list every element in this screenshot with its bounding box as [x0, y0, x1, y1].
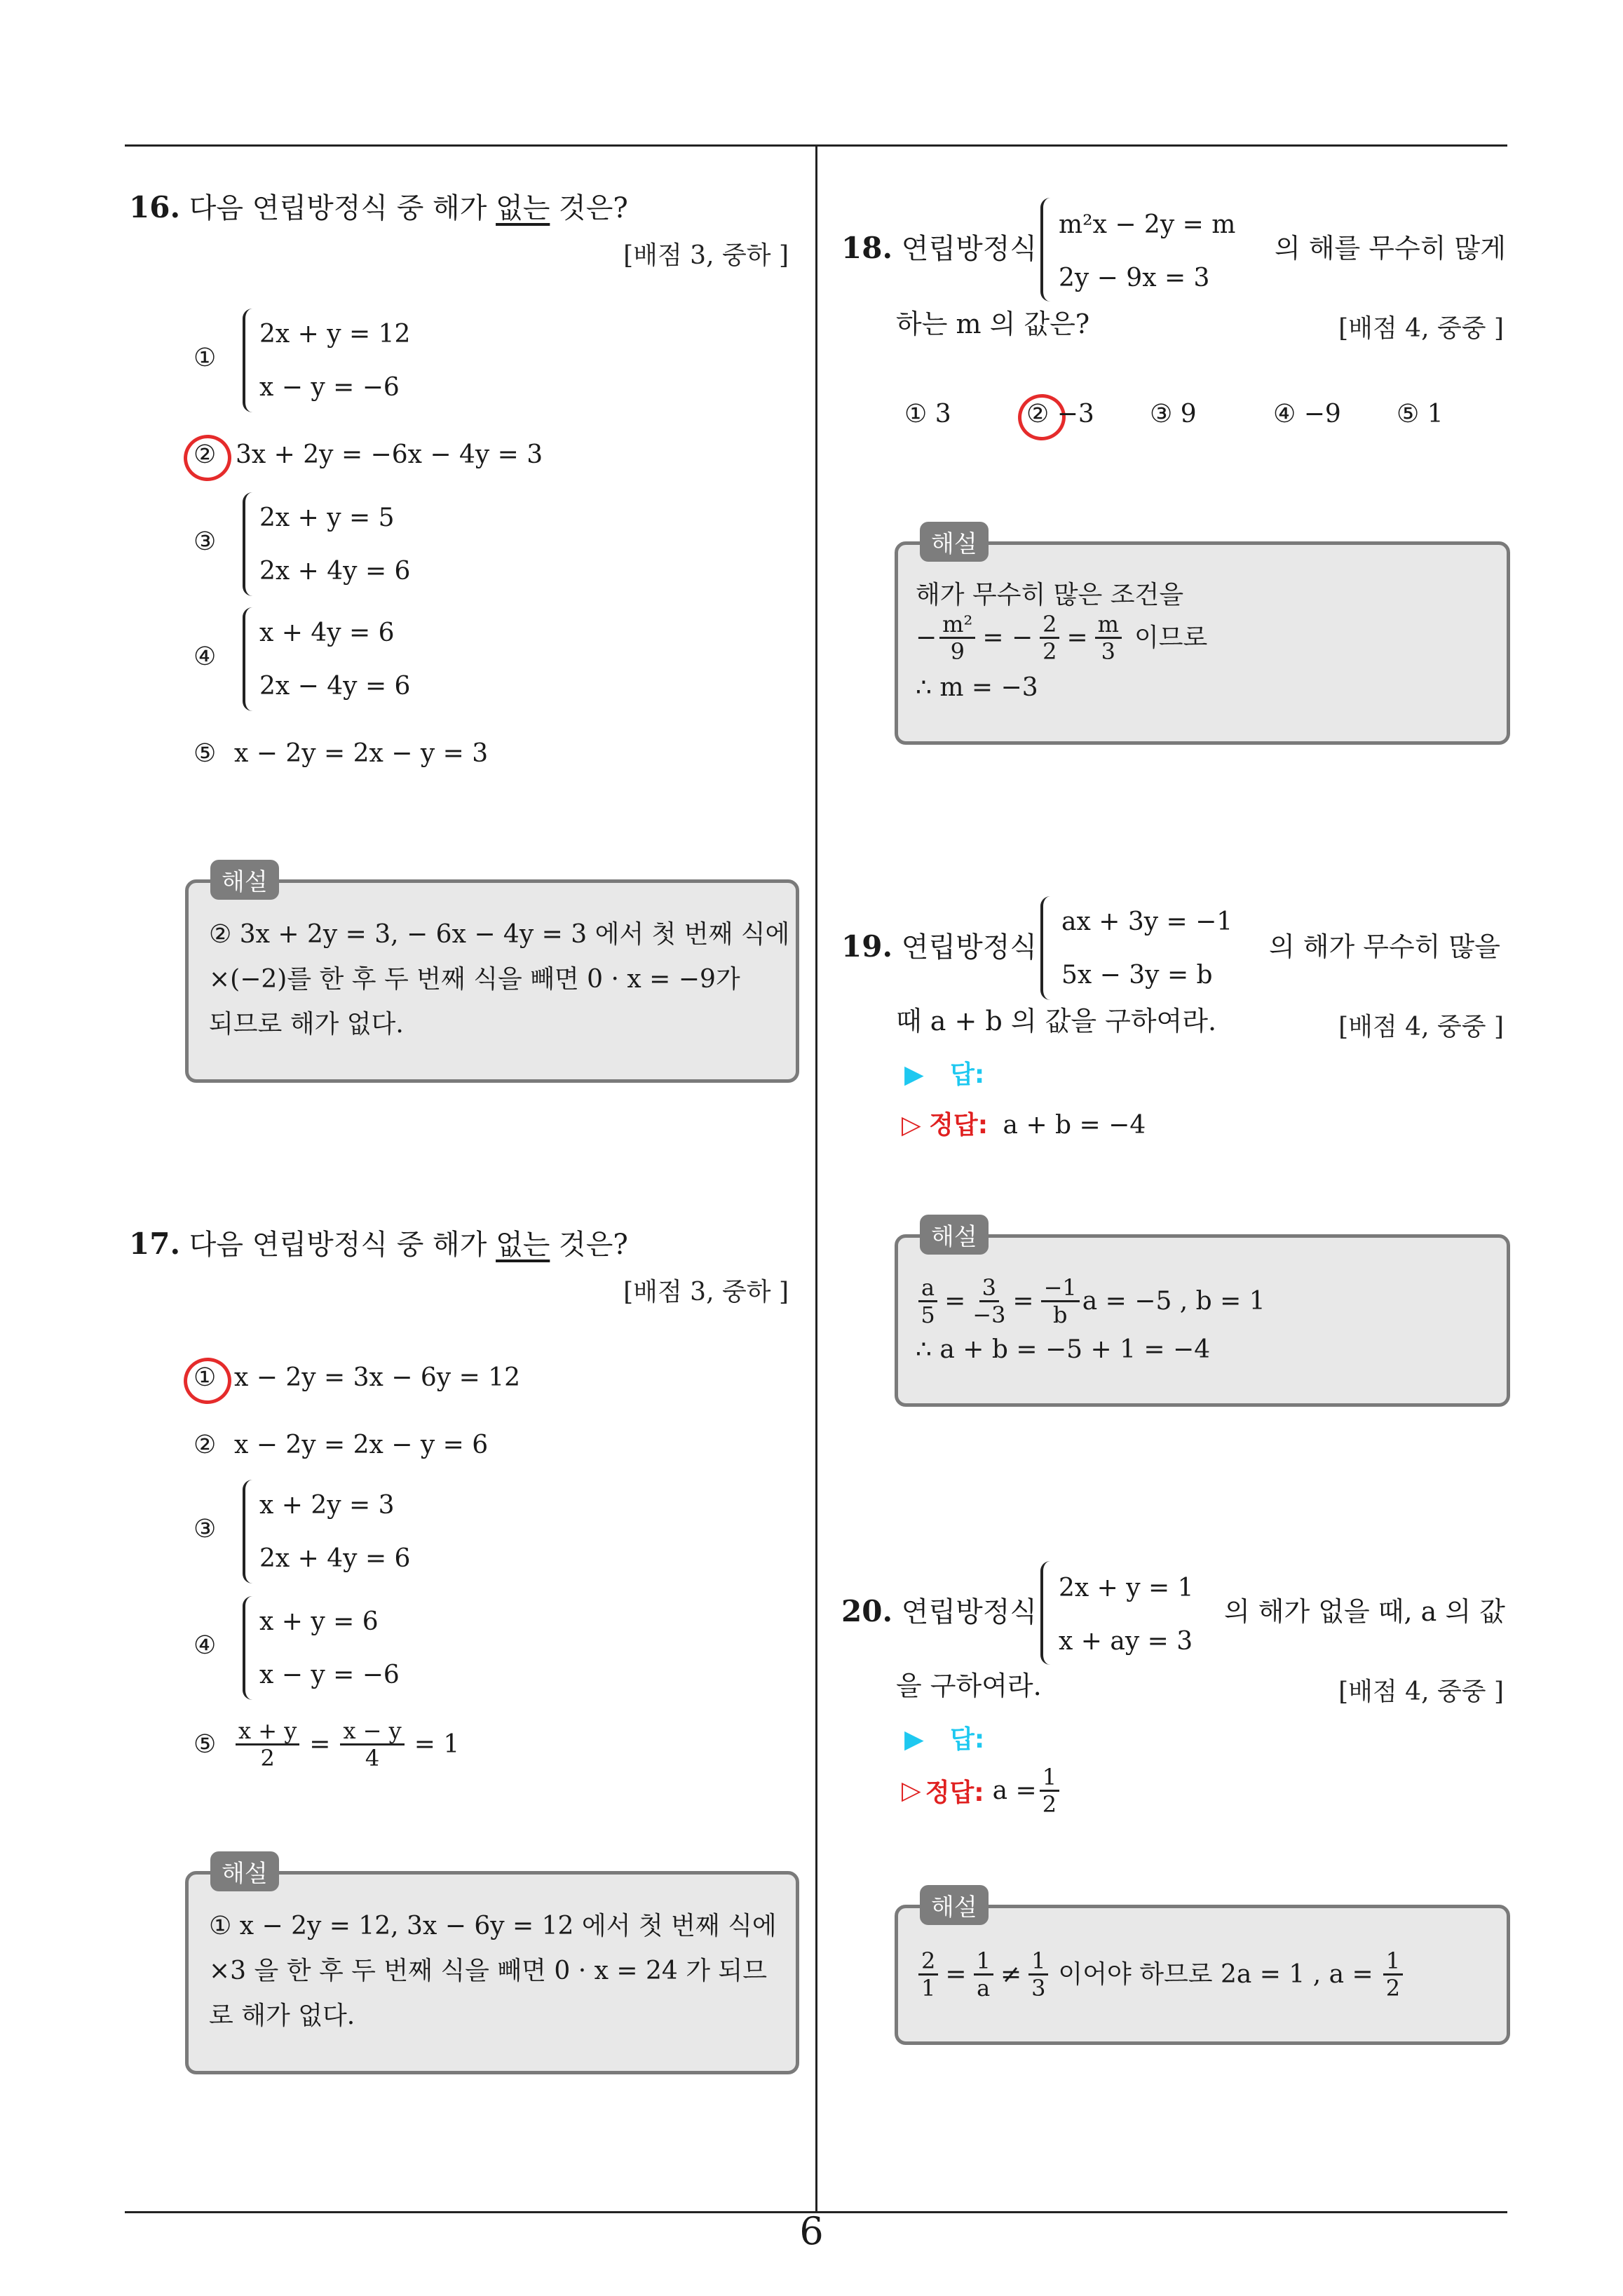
q16-opt5-num: ⑤	[193, 739, 217, 768]
q16-opt4-num: ④	[193, 642, 217, 671]
q17-sol-line3: 로 해가 없다.	[209, 2001, 355, 2030]
q19-number: 19.	[841, 929, 893, 964]
q18-number: 18.	[841, 231, 893, 265]
q19-answer-label: 답:	[950, 1060, 985, 1089]
q19-f2-den: −3	[972, 1302, 1006, 1328]
q16-underline: 없는	[496, 192, 550, 224]
q19-line2: 때 a + b 의 값을 구하여라.	[896, 1006, 1217, 1036]
q20-meta: [배점 4, 중중 ]	[1338, 1677, 1504, 1706]
q19-f1-num: a	[918, 1275, 937, 1302]
q18-meta: [배점 4, 중중 ]	[1338, 314, 1504, 343]
q18-sol-eq2: =	[1066, 623, 1088, 652]
q17-option-5[interactable]	[193, 1718, 459, 1771]
q19-sol-frac2	[972, 1275, 1005, 1328]
q17-opt1-text: x − 2y = 3x − 6y = 12	[234, 1363, 521, 1392]
q20-answer-arrow-icon: ▶	[904, 1725, 924, 1754]
q19-eq2: 5x − 3y = b	[1061, 961, 1213, 990]
q16-option-4[interactable]	[193, 642, 229, 671]
q18-option-5[interactable]: ⑤ 1	[1397, 400, 1444, 428]
q17-opt5-end: = 1	[414, 1730, 460, 1759]
q19-answer-row[interactable]	[904, 1055, 984, 1090]
q17-stem	[129, 1224, 628, 1264]
q16-sol-line3: 되므로 해가 없다.	[209, 1010, 404, 1039]
q16-text-end: 것은?	[550, 192, 628, 224]
q19-sol-eq1: =	[944, 1286, 966, 1316]
q16-option-5[interactable]	[193, 739, 488, 768]
q17-opt2-num: ②	[193, 1431, 217, 1459]
q16-opt4-eq2: 2x − 4y = 6	[259, 672, 411, 701]
q16-opt1-num: ①	[193, 344, 217, 372]
q20-correct-label: 정답:	[925, 1778, 984, 1807]
q16-opt2-num: ②	[193, 440, 217, 469]
q16-sol-line2: ×(−2)를 한 후 두 번째 식을 빼면 0 · x = −9가	[209, 965, 740, 994]
q18-sol2-end: 이므로	[1134, 623, 1208, 652]
q18-f1-den: 9	[950, 638, 965, 665]
q20-after: 의 해가 없을 때, a 의 값	[1224, 1596, 1505, 1627]
q18-sol-line2	[916, 612, 1207, 664]
q20-sol-frac1	[918, 1948, 938, 2001]
q20-sol-line1	[916, 1948, 1406, 2001]
q17-option-4[interactable]	[193, 1631, 229, 1660]
q16-opt3-eq2: 2x + 4y = 6	[259, 557, 411, 586]
q18-label: 연립방정식	[901, 233, 1037, 265]
q19-solution-tag: 해설	[920, 1215, 989, 1255]
q20-answer-row[interactable]	[904, 1720, 984, 1755]
q17-opt5-f1-den: 2	[260, 1745, 275, 1771]
q18-sol-minus1: −	[916, 623, 937, 652]
q20-f4-num: 1	[1383, 1948, 1403, 1976]
q19-f2-num: 3	[979, 1275, 999, 1302]
q20-sol-mid: 이어야 하므로 2a = 1 , a =	[1058, 1959, 1373, 1989]
q17-text: 다음 연립방정식 중 해가	[189, 1229, 496, 1261]
q18-f2-num: 2	[1040, 612, 1059, 639]
q17-opt4-eq1: x + y = 6	[259, 1607, 379, 1636]
q17-number: 17.	[129, 1227, 181, 1261]
q16-opt3-num: ③	[193, 527, 217, 556]
page-number: 6	[799, 2209, 824, 2253]
q17-opt5-frac2	[340, 1718, 404, 1771]
q20-eq2: x + ay = 3	[1059, 1627, 1193, 1656]
q18-after: 의 해를 무수히 많게	[1275, 233, 1506, 264]
q19-sol-line1	[916, 1275, 1265, 1328]
q17-solution-tag: 해설	[210, 1851, 279, 1891]
q16-stem	[129, 188, 628, 228]
q20-f2-num: 1	[974, 1948, 993, 1976]
q19-sol-frac1	[918, 1275, 937, 1328]
q18-f1-num: m²	[939, 612, 975, 639]
q16-option-2[interactable]	[193, 440, 543, 469]
column-divider	[815, 144, 817, 2213]
q20-eq1: 2x + y = 1	[1059, 1574, 1194, 1602]
q20-correct-den: 2	[1042, 1791, 1057, 1818]
q20-answer-label: 답:	[950, 1725, 985, 1754]
q17-sol-line2: ×3 을 한 후 두 번째 식을 빼면 0 · x = 24 가 되므	[209, 1957, 767, 1985]
q16-opt4-brace	[243, 607, 255, 711]
q18-f3-den: 3	[1101, 638, 1115, 665]
q17-opt3-num: ③	[193, 1515, 217, 1544]
q19-sol-frac3	[1041, 1275, 1080, 1328]
q19-label: 연립방정식	[901, 931, 1037, 964]
q20-f4-den: 2	[1385, 1975, 1401, 2001]
q20-f2-den: a	[977, 1975, 991, 2001]
q17-meta: [배점 3, 중하 ]	[623, 1278, 789, 1306]
q20-correct-arrow-icon: ▷	[902, 1776, 921, 1805]
q17-opt4-num: ④	[193, 1631, 217, 1660]
q18-option-4[interactable]: ④ −9	[1273, 400, 1341, 428]
q18-line2: 하는 m 의 값은?	[896, 309, 1090, 339]
q20-label: 연립방정식	[901, 1596, 1037, 1628]
q18-sol-frac1	[939, 612, 975, 664]
q20-correct-frac	[1040, 1764, 1059, 1817]
q17-option-2[interactable]	[193, 1431, 488, 1459]
q20-correct-prefix: a =	[992, 1776, 1037, 1805]
q18-option-2[interactable]: ② −3	[1026, 400, 1094, 428]
q20-solution-tag: 해설	[920, 1885, 989, 1925]
q16-opt3-eq1: 2x + y = 5	[259, 504, 395, 532]
q17-option-3[interactable]	[193, 1515, 229, 1544]
q16-number: 16.	[129, 190, 181, 224]
q17-opt3-eq2: 2x + 4y = 6	[259, 1544, 411, 1573]
q18-f2-den: 2	[1043, 638, 1057, 665]
q18-f3-num: m	[1095, 612, 1122, 639]
q19-correct-label: 정답:	[929, 1111, 989, 1140]
q17-opt5-f2-den: 4	[365, 1745, 380, 1771]
q20-brace	[1040, 1561, 1053, 1665]
q18-sol-line3: ∴ m = −3	[916, 673, 1038, 702]
q20-f1-num: 2	[918, 1948, 938, 1976]
q20-sol-frac4	[1383, 1948, 1403, 2001]
q19-sol-line2: ∴ a + b = −5 + 1 = −4	[916, 1335, 1211, 1364]
q19-f1-den: 5	[921, 1302, 935, 1328]
q19-correct-value: a + b = −4	[1003, 1111, 1146, 1140]
q16-option-1[interactable]	[193, 344, 229, 372]
q17-opt1-num: ①	[193, 1363, 217, 1392]
q17-opt2-text: x − 2y = 2x − y = 6	[234, 1431, 489, 1459]
q19-answer-arrow-icon: ▶	[904, 1060, 924, 1089]
q19-brace	[1040, 896, 1053, 1000]
q17-text-end: 것은?	[550, 1229, 628, 1261]
q16-opt1-eq2: x − y = −6	[259, 373, 400, 402]
q18-sol-frac3	[1095, 612, 1122, 664]
q20-number: 20.	[841, 1594, 893, 1628]
q17-option-1[interactable]	[193, 1363, 520, 1392]
q16-meta: [배점 3, 중하 ]	[623, 241, 789, 270]
q19-eq1: ax + 3y = −1	[1061, 907, 1233, 936]
q20-correct-row	[902, 1764, 1062, 1817]
q17-opt5-frac1	[236, 1718, 299, 1771]
q19-after: 의 해가 무수히 많을	[1269, 931, 1500, 962]
q18-eq2: 2y − 9x = 3	[1059, 264, 1210, 292]
q17-opt5-eq: =	[309, 1730, 331, 1759]
q20-sol-neq: ≠	[1000, 1959, 1022, 1989]
q20-sol-frac2	[974, 1948, 993, 2001]
q18-brace	[1040, 198, 1053, 302]
q17-opt5-num: ⑤	[193, 1730, 217, 1759]
q20-f3-den: 3	[1031, 1975, 1046, 2001]
q16-option-3[interactable]	[193, 527, 229, 556]
q18-sol-line1: 해가 무수히 많은 조건을	[916, 581, 1184, 609]
q20-f1-den: 1	[921, 1975, 936, 2001]
q18-stem	[841, 229, 1037, 269]
q18-eq1: m²x − 2y = m	[1059, 210, 1236, 239]
q19-f3-num: −1	[1041, 1275, 1080, 1302]
q16-text: 다음 연립방정식 중 해가	[189, 192, 496, 224]
q16-opt1-eq1: 2x + y = 12	[259, 320, 411, 349]
q16-opt3-brace	[243, 492, 255, 596]
q19-f3-den: b	[1052, 1302, 1068, 1328]
q17-sol-line1: ① x − 2y = 12, 3x − 6y = 12 에서 첫 번째 식에	[209, 1912, 777, 1940]
q20-f3-num: 1	[1028, 1948, 1048, 1976]
q18-sol-frac2	[1040, 612, 1059, 664]
q18-option-1[interactable]: ① 3	[904, 400, 951, 428]
q20-correct-num: 1	[1040, 1764, 1059, 1792]
q17-opt4-eq2: x − y = −6	[259, 1661, 400, 1689]
q16-opt1-brace	[243, 309, 255, 412]
q16-opt2-text: 3x + 2y = −6x − 4y = 3	[236, 440, 543, 469]
q18-sol-eq1: = −	[982, 623, 1033, 652]
q16-opt5-text: x − 2y = 2x − y = 3	[234, 739, 489, 768]
q17-opt3-eq1: x + 2y = 3	[259, 1491, 395, 1520]
q20-line2: 을 구하여라.	[896, 1670, 1042, 1701]
q19-correct-arrow-icon: ▷	[902, 1111, 921, 1140]
q18-option-3[interactable]: ③ 9	[1150, 400, 1197, 428]
q16-solution-tag: 해설	[210, 860, 279, 900]
q18-solution-tag: 해설	[920, 522, 989, 562]
q19-sol1-end: a = −5 , b = 1	[1082, 1286, 1265, 1316]
q17-opt4-brace	[243, 1596, 255, 1700]
q17-opt5-f2-num: x − y	[340, 1718, 404, 1745]
q17-underline: 없는	[496, 1229, 550, 1261]
q19-stem	[841, 927, 1037, 967]
q17-opt3-brace	[243, 1480, 255, 1583]
q20-stem	[841, 1592, 1037, 1632]
q20-sol-frac3	[1028, 1948, 1048, 2001]
q19-correct-row	[902, 1105, 1146, 1141]
q20-sol-eq1: =	[945, 1959, 967, 1989]
q16-sol-line1: ② 3x + 2y = 3, − 6x − 4y = 3 에서 첫 번째 식에	[209, 920, 790, 949]
q17-opt5-f1-num: x + y	[236, 1718, 299, 1745]
q19-meta: [배점 4, 중중 ]	[1338, 1013, 1504, 1041]
q19-sol-eq2: =	[1012, 1286, 1034, 1316]
q16-opt4-eq1: x + 4y = 6	[259, 619, 395, 647]
